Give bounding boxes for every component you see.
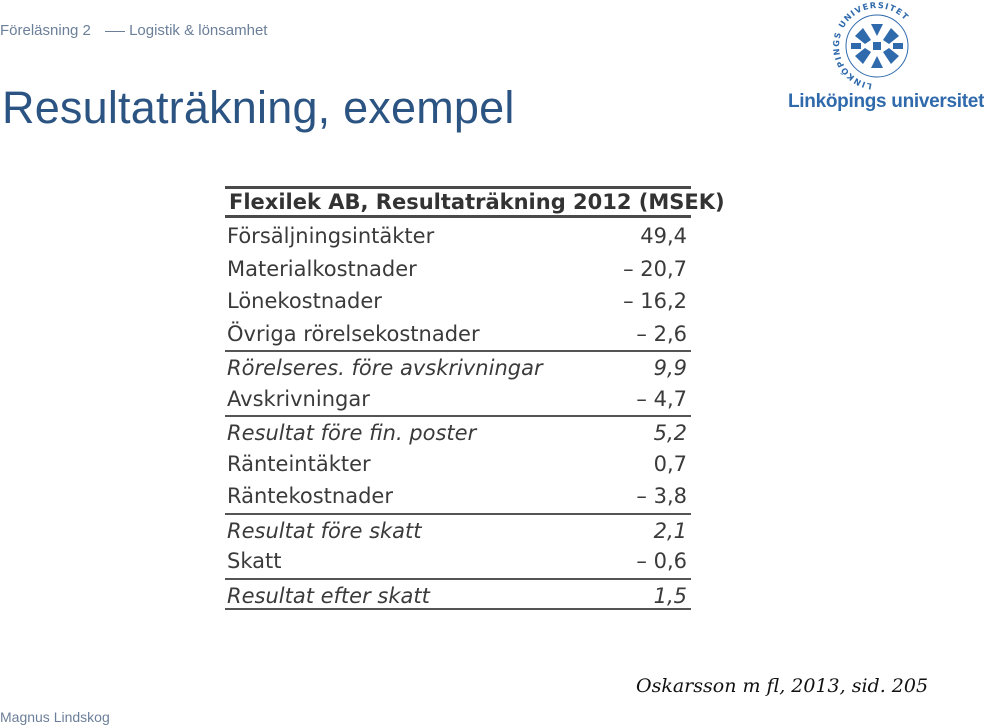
row-label: Avskrivningar bbox=[227, 386, 370, 411]
row-label: Försäljningsintäkter bbox=[227, 224, 435, 248]
table-row bbox=[225, 350, 691, 382]
table-row bbox=[225, 383, 691, 415]
row-value: 1,5 bbox=[653, 583, 687, 608]
row-value: – 3,8 bbox=[636, 484, 687, 508]
table-title: Flexilek AB, Resultaträkning 2012 (MSEK) bbox=[225, 186, 691, 218]
table-row bbox=[225, 285, 691, 317]
table-row bbox=[225, 448, 691, 480]
row-label: Resultat före fin. poster bbox=[227, 421, 477, 445]
table-row bbox=[225, 545, 691, 577]
row-label: Övriga rörelsekostnader bbox=[227, 321, 480, 346]
row-label: Lönekostnader bbox=[227, 289, 382, 313]
row-label: Rörelseres. före avskrivningar bbox=[227, 356, 543, 380]
row-value: 9,9 bbox=[653, 356, 687, 380]
row-value: 49,4 bbox=[640, 224, 687, 248]
table-row bbox=[225, 480, 691, 512]
row-value: – 0,6 bbox=[636, 549, 687, 573]
row-label: Materialkostnader bbox=[227, 256, 417, 281]
row-label: Ränteintäkter bbox=[227, 451, 371, 476]
income-statement-table bbox=[225, 186, 725, 610]
footer-author: Magnus Lindskog bbox=[0, 709, 110, 725]
slide-header bbox=[0, 22, 267, 39]
row-label: Resultat efter skatt bbox=[227, 583, 430, 608]
logo-ring-text: LINKÖPINGS UNIVERSITET bbox=[830, 0, 912, 90]
header-separator bbox=[105, 31, 125, 32]
source-citation: Oskarsson m fl, 2013, sid. 205 bbox=[636, 675, 929, 697]
university-name: Linköpings universitet bbox=[788, 91, 984, 112]
row-value: 2,1 bbox=[653, 518, 687, 543]
table-row bbox=[225, 318, 691, 350]
lecture-label: Föreläsning 2 bbox=[0, 22, 91, 39]
row-value: 5,2 bbox=[653, 421, 687, 445]
university-emblem-icon bbox=[827, 0, 927, 90]
table-row bbox=[225, 220, 691, 252]
row-value: 0,7 bbox=[653, 451, 687, 476]
row-label: Räntekostnader bbox=[227, 484, 393, 508]
table-row bbox=[225, 513, 691, 545]
row-value: – 20,7 bbox=[623, 256, 687, 281]
table-row bbox=[225, 578, 691, 610]
table-bottom-rule bbox=[225, 608, 691, 610]
row-value: – 2,6 bbox=[636, 321, 687, 346]
table-row bbox=[225, 253, 691, 285]
university-logo bbox=[780, 0, 984, 125]
page-title: Resultaträkning, exempel bbox=[2, 82, 515, 133]
row-value: – 4,7 bbox=[636, 386, 687, 411]
table-row bbox=[225, 415, 691, 447]
row-value: – 16,2 bbox=[623, 289, 687, 313]
row-label: Skatt bbox=[227, 549, 282, 573]
topic-label: Logistik & lönsamhet bbox=[129, 22, 268, 39]
row-label: Resultat före skatt bbox=[227, 518, 422, 543]
